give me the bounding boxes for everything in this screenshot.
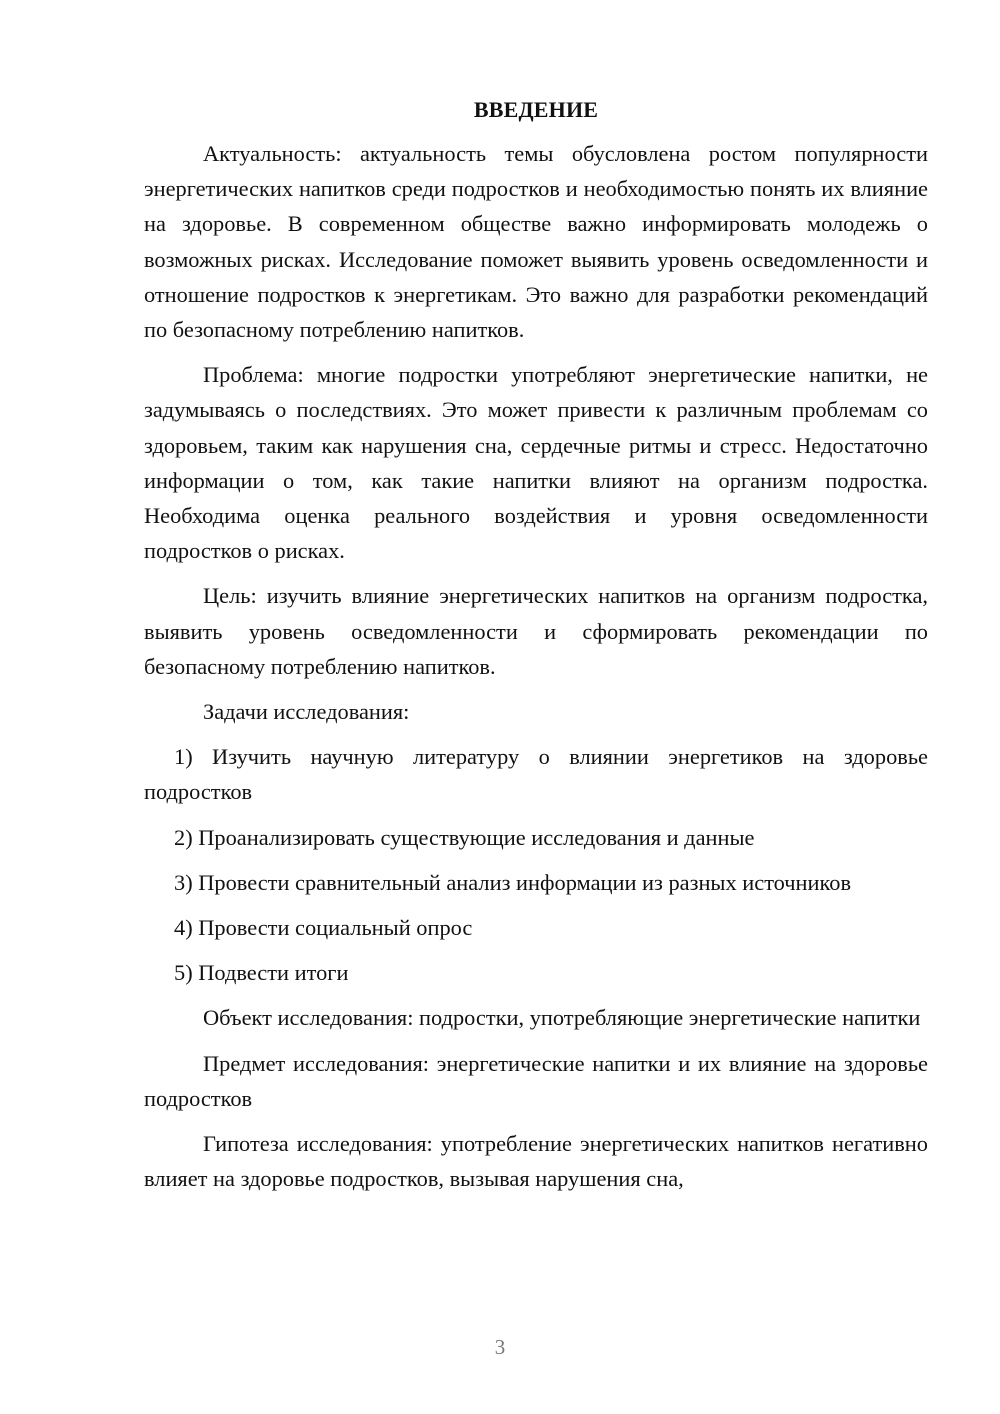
paragraph-problem: Проблема: многие подростки употребляют энергетические напитки, не задумываясь о последствиях. Это может привести к различным проблемам со здоровьем, таким как нарушения сна, сердечные ритмы и стресс. Недостаточно информации о том, как такие напитки влияют на организм подростка. Необходима оценка реального воздействия и уровня осведомленности подростков о рисках. <box>144 362 928 564</box>
page-content <box>144 94 928 1206</box>
paragraph-relevance: Актуальность: актуальность темы обусловлена ростом популярности энергетических напитков среди подростков и необходимостью понять их влияние на здоровье. В современном обществе важно информировать молодежь о возможных рисках. Исследование поможет выявить уровень осведомленности и отношение подростков к энергетикам. Это важно для разработки рекомендаций по безопасному потреблению напитков. <box>144 141 928 343</box>
task-item: 5) Подвести итоги <box>174 960 349 986</box>
section-title: ВВЕДЕНИЕ <box>473 97 599 122</box>
paragraph-goal: Цель: изучить влияние энергетических напитков на организм подростка, выявить уровень осведомленности и сформировать рекомендации по безопасному потреблению напитков. <box>144 583 928 679</box>
task-item: 1) Изучить научную литературу о влиянии энергетиков на здоровье подростков <box>144 744 928 805</box>
paragraph-subject: Предмет исследования: энергетические напитки и их влияние на здоровье подростков <box>144 1050 928 1111</box>
page-number: 3 <box>494 1335 506 1359</box>
tasks-heading: Задачи исследования: <box>203 699 410 725</box>
paragraph-object: Объект исследования: подростки, употребляющие энергетические напитки <box>203 1005 921 1031</box>
task-item: 2) Проанализировать существующие исследования и данные <box>174 824 755 850</box>
task-item: 4) Провести социальный опрос <box>174 915 473 941</box>
paragraph-hypothesis: Гипотеза исследования: употребление энергетических напитков негативно влияет на здоровье подростков, вызывая нарушения сна, <box>144 1131 928 1192</box>
task-item: 3) Провести сравнительный анализ информации из разных источников <box>174 869 852 895</box>
